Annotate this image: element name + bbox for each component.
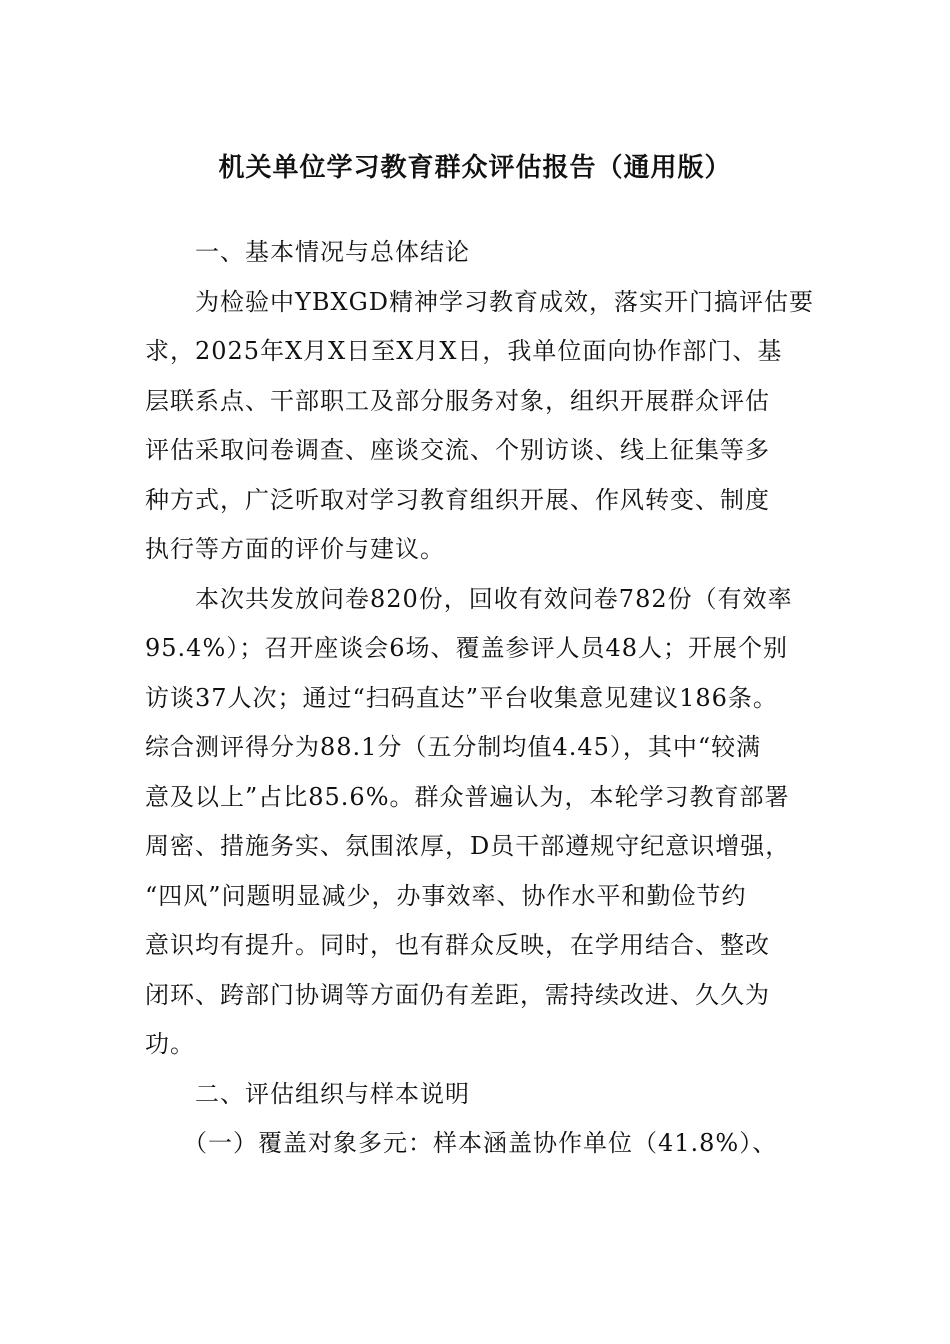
paragraph-line: “四风”问题明显减少，办事效率、协作水平和勤俭节约	[145, 881, 747, 910]
document-body	[145, 228, 814, 1169]
paragraph-line: 种方式，广泛听取对学习教育组织开展、作风转变、制度	[145, 485, 770, 514]
paragraph-3	[145, 1119, 807, 1169]
paragraph-line: 访谈37人次；通过“扫码直达”平台收集意见建议186条。	[145, 683, 778, 712]
section-heading-1: 一、基本情况与总体结论	[195, 238, 470, 266]
paragraph-line: 为检验中YBXGD精神学习教育成效，落实开门搞评估要	[195, 287, 814, 316]
paragraph-line: 功。	[145, 1030, 195, 1058]
paragraph-line: 95.4%）；召开座谈会6场、覆盖参评人员48人；开展个别	[145, 634, 789, 662]
section-heading-2: 二、评估组织与样本说明	[195, 1079, 470, 1108]
document-title: 机关单位学习教育群众评估报告（通用版）	[218, 153, 732, 183]
paragraph-line: 评估采取问卷调查、座谈交流、个别访谈、线上征集等多	[145, 436, 770, 464]
paragraph-line: （一）覆盖对象多元：样本涵盖协作单位（41.8%）、	[183, 1129, 778, 1157]
paragraph-line: 综合测评得分为88.1分（五分制均值4.45），其中“较满	[145, 733, 762, 761]
paragraph-line: 意识均有提升。同时，也有群众反映，在学用结合、整改	[145, 931, 770, 959]
paragraph-line: 执行等方面的评价与建议。	[145, 535, 445, 563]
paragraph-line: 意及以上”占比85.6%。群众普遍认为，本轮学习教育部署	[145, 782, 790, 811]
paragraph-line: 周密、措施务实、氛围浓厚，D员干部遵规守纪意识增强，	[145, 832, 791, 860]
paragraph-line: 闭环、跨部门协调等方面仍有差距，需持续改进、久久为	[145, 980, 770, 1009]
paragraph-2	[145, 575, 807, 1070]
paragraph-line: 本次共发放问卷820份，回收有效问卷782份（有效率	[195, 584, 793, 613]
paragraph-line: 层联系点、干部职工及部分服务对象，组织开展群众评估	[145, 386, 770, 415]
paragraph-line: 求，2025年X月X日至X月X日，我单位面向协作部门、基	[145, 337, 783, 365]
paragraph-1	[145, 278, 814, 575]
